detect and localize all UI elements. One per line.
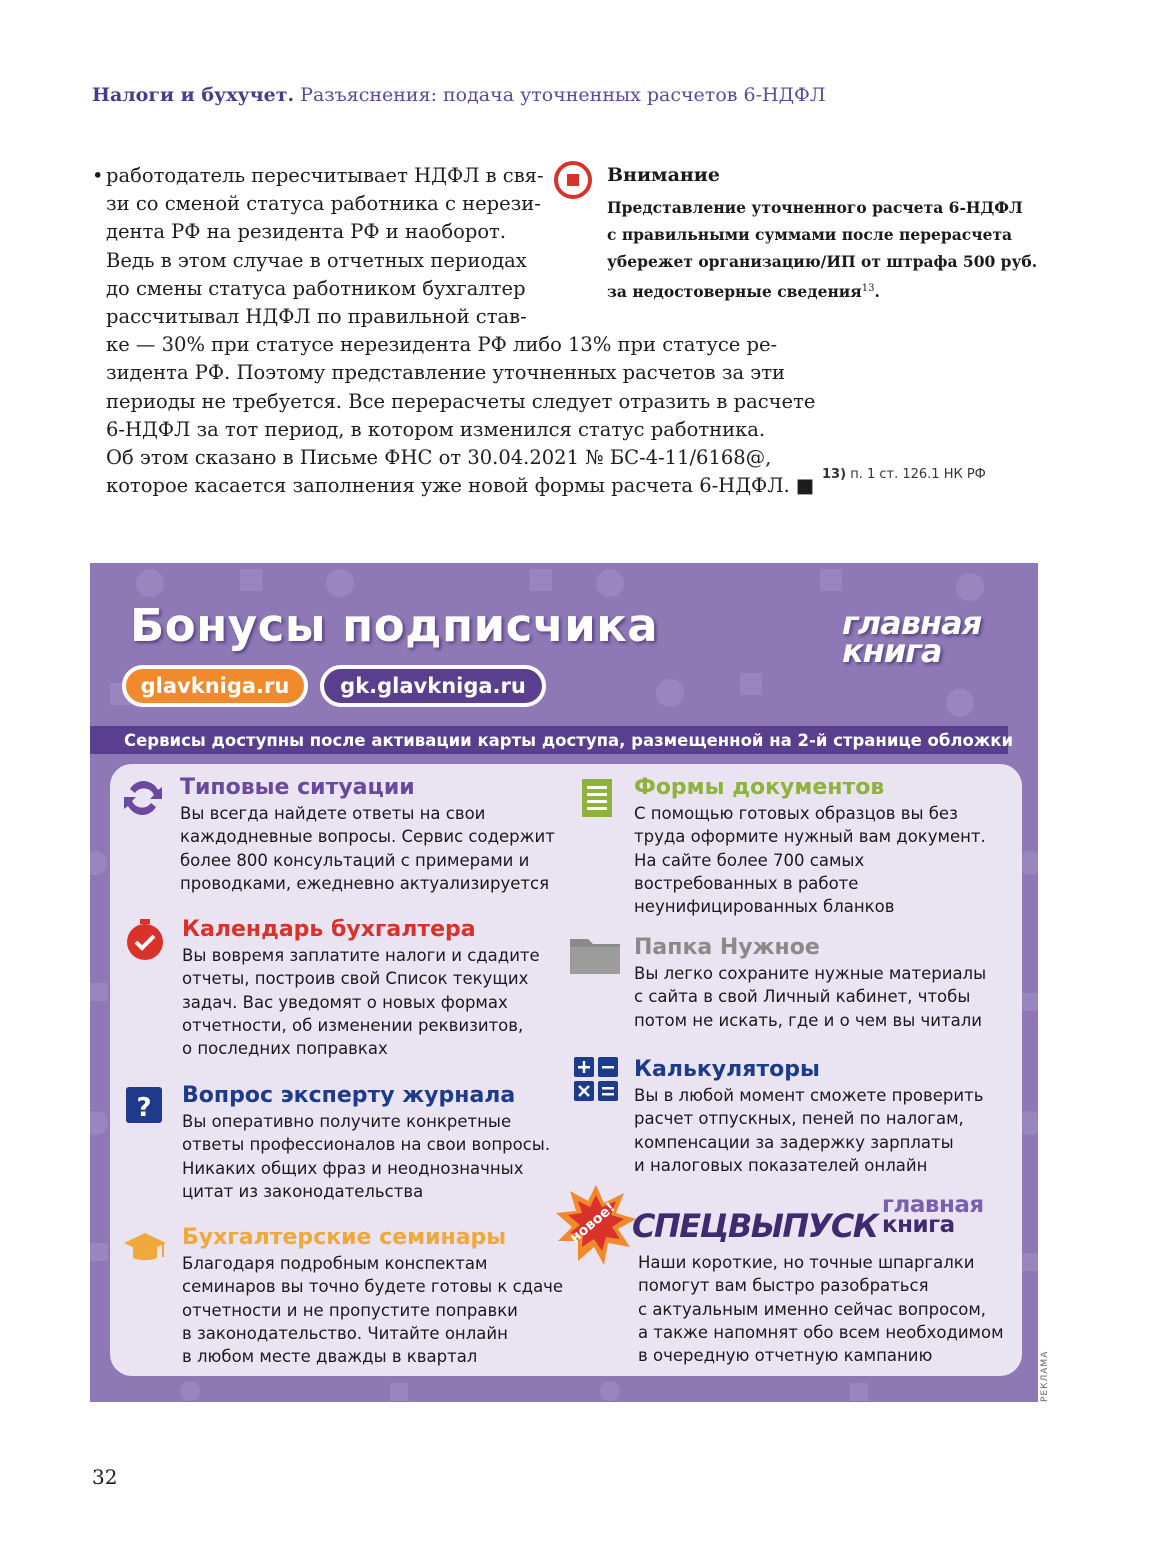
body-line: рассчитывал НДФЛ по правильной став- [106, 305, 527, 329]
service-text [638, 1251, 1004, 1367]
note-line: убережет организацию/ИП от штрафа 500 руб. [607, 252, 1038, 271]
service-folder-needed [574, 935, 1014, 1035]
body-line: 6-НДФЛ за тот период, в котором изменился статус работника. [106, 417, 766, 441]
note-end: . [874, 282, 880, 302]
service-line: Вы легко сохраните нужные материалы [634, 964, 987, 983]
service-line: ответы профессионалов на свои вопросы. [182, 1135, 551, 1155]
service-title: Календарь бухгалтера [182, 917, 476, 942]
service-line: в законодательство. Читайте онлайн [182, 1323, 508, 1343]
service-text [182, 1110, 550, 1203]
service-text [634, 962, 986, 1032]
service-accountant-calendar [122, 917, 562, 1059]
service-ask-expert [122, 1083, 562, 1201]
service-line: отчетности, об изменении реквизитов, [182, 1015, 524, 1035]
service-title: Типовые ситуации [180, 775, 415, 800]
new-badge: новое! [567, 1199, 619, 1247]
brand-line-2: книга [842, 632, 942, 670]
service-line: более 800 консультаций с примерами и [180, 850, 530, 870]
refresh-icon [120, 775, 166, 821]
body-line: зи со сменой статуса работника с нерези- [106, 192, 541, 216]
service-line: отчетности и не пропустите поправки [182, 1300, 518, 1320]
service-line: помогут вам быстро разобраться [638, 1276, 929, 1296]
service-title: Папка Нужное [634, 935, 820, 960]
service-line: цитат из законодательства [182, 1181, 424, 1201]
service-line: в очередную отчетную кампанию [638, 1346, 933, 1366]
note-line: Представление уточненного расчета 6-НДФЛ [607, 198, 1023, 217]
service-line: с сайта в свой Личный кабинет, чтобы [634, 987, 971, 1007]
document-icon [574, 775, 620, 821]
running-head-section: Налоги и бухучет. [92, 84, 295, 106]
special-brand-line-2: книга [882, 1212, 955, 1238]
service-title: Вопрос эксперту журнала [182, 1083, 516, 1108]
note-title: Внимание [607, 164, 720, 186]
service-title: Формы документов [634, 775, 885, 800]
service-line: На сайте более 700 самых [634, 850, 865, 870]
note-text [607, 194, 1047, 305]
service-line: Вы оперативно получите конкретные [182, 1112, 512, 1131]
svg-text:?: ? [136, 1093, 152, 1123]
body-line: ке — 30% при статусе нерезидента РФ либо 13% при статусе ре- [106, 333, 778, 357]
service-line: в любом месте дважды в квартал [182, 1347, 478, 1367]
folder-icon [568, 931, 622, 979]
service-text [182, 944, 540, 1060]
service-line: Вы вовремя заплатите налоги и сдадите [182, 946, 540, 965]
special-issue-title: СПЕЦВЫПУСК [632, 1207, 878, 1245]
service-line: компенсации за задержку зарплаты [634, 1132, 954, 1152]
service-line: а также напомнят обо всем необходимом [638, 1322, 1004, 1342]
advertising-label [1040, 1350, 1054, 1410]
body-line: Ведь в этом случае в отчетных периодах [106, 248, 527, 272]
alarm-clock-icon [122, 917, 168, 963]
body-line: работодатель пересчитывает НДФЛ в свя- [106, 164, 544, 187]
special-brand [882, 1192, 984, 1238]
service-line: проводками, ежедневно актуализируется [180, 873, 550, 893]
service-document-forms [574, 775, 1014, 917]
service-line: расчет отпускных, пеней по налогам, [634, 1109, 964, 1129]
running-head [92, 84, 826, 106]
service-text [634, 1084, 983, 1177]
service-seminars [122, 1225, 564, 1367]
note-line: за недостоверные сведения [607, 282, 862, 302]
page-number: 32 [92, 1465, 118, 1489]
service-line: потом не искать, где и о чем вы читали [634, 1010, 982, 1030]
calculator-icon [574, 1057, 620, 1103]
footnote-number: 13) [822, 467, 847, 482]
service-line: Вы в любой момент сможете проверить [634, 1086, 984, 1105]
service-line: С помощью готовых образцов вы без [634, 804, 958, 823]
promo-title: Бонусы подписчика [130, 599, 659, 652]
service-line: Никаких общих фраз и неоднозначных [182, 1158, 524, 1178]
service-line: и налоговых показателей онлайн [634, 1155, 928, 1175]
site-link-glavkniga[interactable]: glavkniga.ru [122, 665, 308, 707]
service-text [182, 1252, 563, 1368]
body-line: дента РФ на резидента РФ и наоборот. [106, 220, 507, 244]
service-line: Вы всегда найдете ответы на свои [180, 804, 486, 823]
brand-logo [842, 604, 982, 670]
promo-block [90, 563, 1038, 1402]
footnote-text: п. 1 ст. 126.1 НК РФ [850, 467, 986, 482]
special-brand-line-1: главная [882, 1192, 984, 1218]
service-line: задач. Вас уведомят о новых формах [182, 992, 508, 1012]
stop-icon [553, 160, 593, 200]
service-line: Наши короткие, но точные шпаргалки [638, 1253, 975, 1272]
service-line: семинаров вы точно будете готовы к сдаче [182, 1277, 564, 1297]
bullet: • [92, 164, 104, 187]
access-banner: Сервисы доступны после активации карты доступа, размещенной на 2-й странице обложки [90, 726, 1008, 754]
service-typical-situations [120, 775, 560, 893]
graduation-cap-icon [122, 1225, 168, 1271]
service-line: неунифицированных бланков [634, 897, 895, 917]
service-line: востребованных в работе [634, 873, 859, 893]
service-text [634, 802, 986, 918]
service-line: труда оформите нужный вам документ. [634, 827, 986, 847]
advertising-label-text: РЕКЛАМА [1040, 1350, 1050, 1402]
body-line: периоды не требуется. Все перерасчеты следует отразить в расчете [106, 389, 816, 413]
end-mark: ■ [795, 474, 815, 498]
footnote-ref: 13 [861, 283, 875, 294]
note-line: с правильными суммами после перерасчета [607, 225, 1013, 244]
service-line: каждодневные вопросы. Сервис содержит [180, 827, 555, 847]
service-line: отчеты, построив свой Список текущих [182, 969, 529, 989]
running-head-title: Разъяснения: подача уточненных расчетов 6-НДФЛ [300, 84, 826, 106]
body-line: которое касается заполнения уже новой формы расчета 6-НДФЛ. [106, 474, 790, 498]
service-line: с актуальным именно сейчас вопросом, [638, 1299, 987, 1319]
footnote [822, 467, 986, 482]
service-title: Калькуляторы [634, 1057, 820, 1082]
brand-line-1: главная [842, 604, 982, 642]
body-line: Об этом сказано в Письме ФНС от 30.04.2021 № БС-4-11/6168@, [106, 446, 772, 470]
question-icon [122, 1083, 168, 1129]
service-line: Благодаря подробным конспектам [182, 1254, 488, 1273]
service-special-issue [556, 1185, 1016, 1365]
service-text [180, 802, 555, 895]
service-calculators [574, 1057, 1014, 1175]
body-line: до смены статуса работником бухгалтер [106, 276, 526, 300]
site-link-gk-glavkniga[interactable]: gk.glavkniga.ru [320, 665, 546, 707]
service-line: о последних поправках [182, 1039, 388, 1059]
service-title: Бухгалтерские семинары [182, 1225, 507, 1250]
body-line: зидента РФ. Поэтому представление уточненных расчетов за эти [106, 361, 785, 385]
